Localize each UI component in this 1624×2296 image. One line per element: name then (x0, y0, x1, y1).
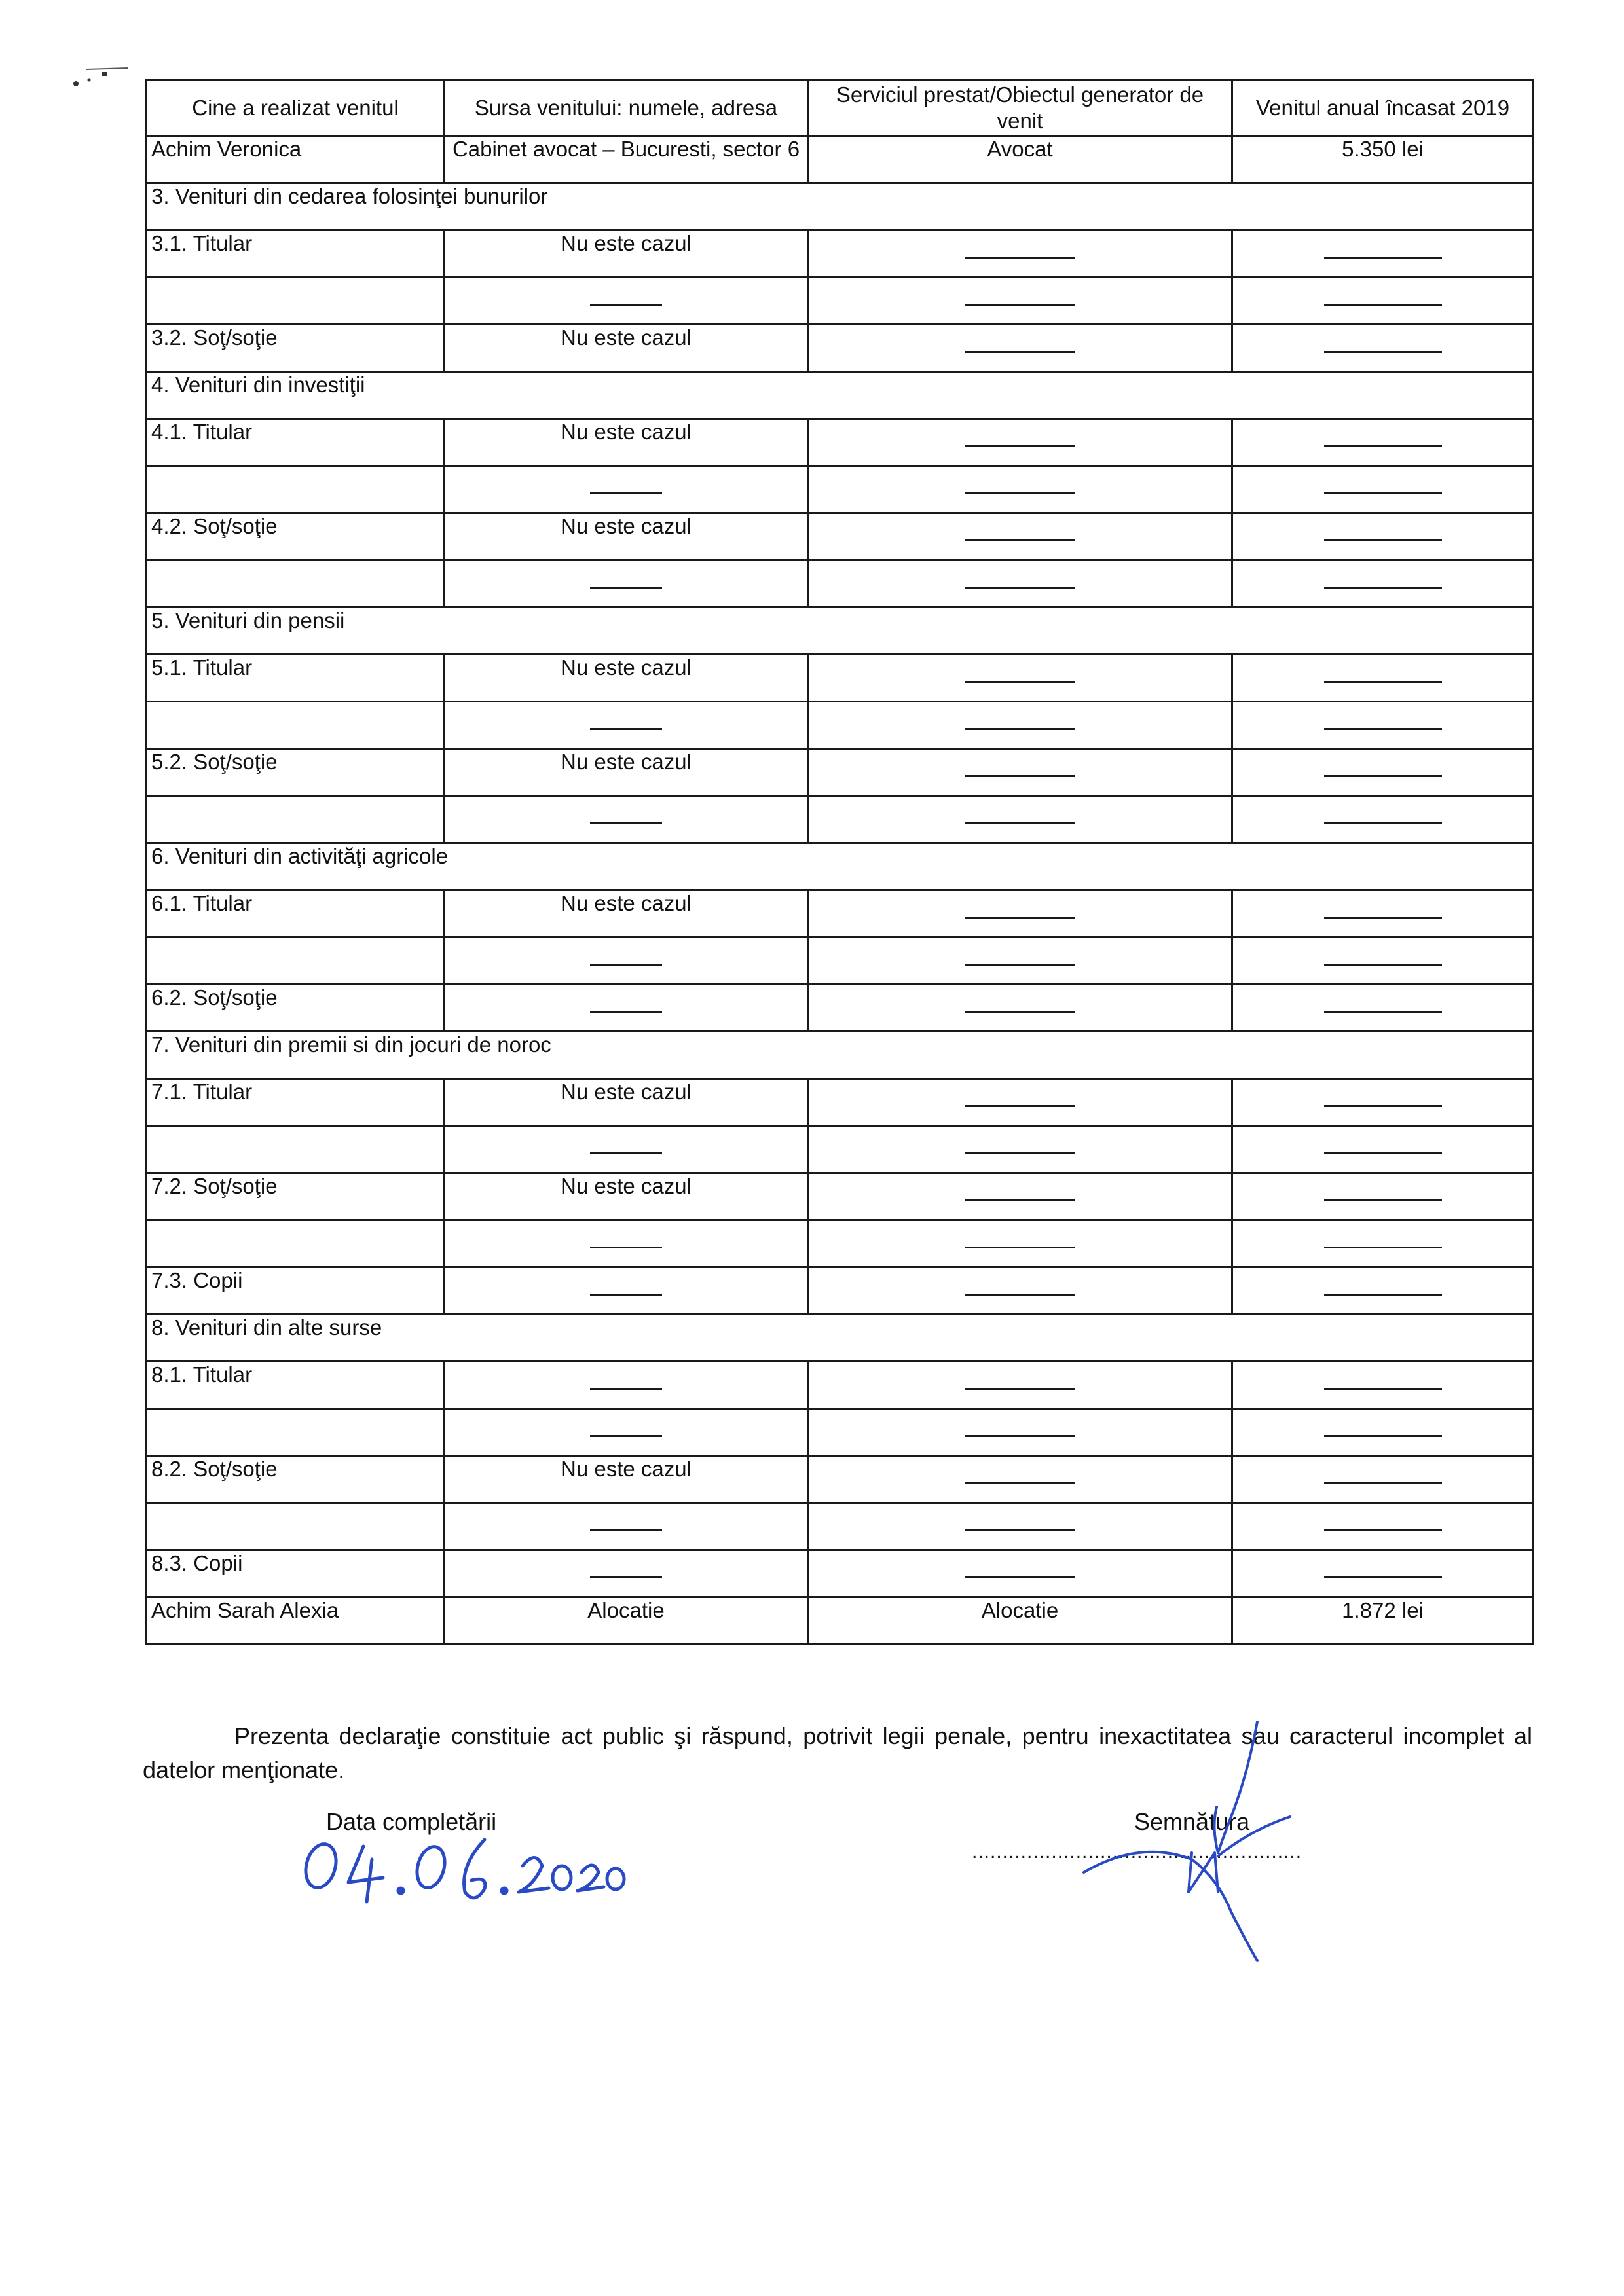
dash-line (1324, 1105, 1442, 1107)
dash-line (590, 822, 662, 824)
dash-line (965, 1482, 1075, 1484)
empty-dash (808, 749, 1232, 796)
empty-dash (808, 1456, 1232, 1503)
cell-who: 5.1. Titular (147, 655, 445, 702)
table-row (147, 890, 1534, 938)
table-row (147, 985, 1534, 1032)
income-table (145, 79, 1534, 1645)
dash-line (1324, 822, 1442, 824)
signature (1061, 1702, 1310, 1977)
table-row (147, 1220, 1534, 1267)
cell-who: 4.1. Titular (147, 419, 445, 466)
empty-dash (445, 1362, 808, 1409)
empty-dash (808, 230, 1232, 278)
empty-dash (1232, 1550, 1534, 1597)
dash-line (1324, 1529, 1442, 1531)
empty-dash (1232, 325, 1534, 372)
empty-dash (1232, 890, 1534, 938)
empty-dash (445, 702, 808, 749)
cell-source: Alocatie (445, 1597, 808, 1645)
empty-dash (808, 1126, 1232, 1173)
empty-dash (445, 985, 808, 1032)
table-row (147, 796, 1534, 843)
dash-line (965, 1247, 1075, 1248)
dash-line (1324, 492, 1442, 494)
cell-who: 3.2. Soţ/soţie (147, 325, 445, 372)
dash-line (590, 587, 662, 589)
empty-dash (1232, 230, 1534, 278)
dash-line (1324, 1199, 1442, 1201)
table-row (147, 1503, 1534, 1550)
empty-dash (1232, 466, 1534, 513)
empty-dash (1232, 513, 1534, 560)
table-row (147, 938, 1534, 985)
cell-who (147, 1409, 445, 1456)
table-row (147, 702, 1534, 749)
table-body (147, 136, 1534, 1645)
date-label: Data completării (326, 1808, 497, 1835)
dash-line (590, 964, 662, 966)
dash-line (1324, 728, 1442, 730)
empty-dash (808, 796, 1232, 843)
cell-service: Alocatie (808, 1597, 1232, 1645)
dash-line (965, 1435, 1075, 1437)
dash-line (1324, 681, 1442, 683)
dash-line (965, 1529, 1075, 1531)
empty-dash (808, 702, 1232, 749)
cell-source: Nu este cazul (445, 655, 808, 702)
cell-income: 5.350 lei (1232, 136, 1534, 183)
legal-statement: Prezenta declaraţie constituie act public şi răspund, potrivit legii penale, pentru inexactitatea sau caracterul incomplet al datelor menţionate. (143, 1722, 1532, 1783)
empty-dash (808, 325, 1232, 372)
cell-who: 3.1. Titular (147, 230, 445, 278)
dash-line (965, 445, 1075, 447)
empty-dash (445, 796, 808, 843)
empty-dash (1232, 1173, 1534, 1220)
table-row (147, 1456, 1534, 1503)
cell-service: Avocat (808, 136, 1232, 183)
empty-dash (808, 938, 1232, 985)
empty-dash (445, 560, 808, 608)
empty-dash (808, 1362, 1232, 1409)
dash-line (965, 917, 1075, 919)
dash-line (965, 775, 1075, 777)
dash-line (965, 1199, 1075, 1201)
dash-line (965, 1011, 1075, 1013)
table-row (147, 230, 1534, 278)
cell-who (147, 560, 445, 608)
empty-dash (445, 1409, 808, 1456)
table-row (147, 325, 1534, 372)
dash-line (1324, 539, 1442, 541)
empty-dash (808, 1503, 1232, 1550)
dash-line (590, 1247, 662, 1248)
cell-who: 7.1. Titular (147, 1079, 445, 1126)
section-row (147, 1315, 1534, 1362)
empty-dash (445, 1550, 808, 1597)
dash-line (1324, 1294, 1442, 1296)
dash-line (1324, 917, 1442, 919)
cell-who: 6.1. Titular (147, 890, 445, 938)
empty-dash (1232, 1503, 1534, 1550)
dash-line (1324, 587, 1442, 589)
empty-dash (808, 1409, 1232, 1456)
cell-who: 8.3. Copii (147, 1550, 445, 1597)
dash-line (965, 257, 1075, 259)
cell-source: Nu este cazul (445, 1173, 808, 1220)
table-row (147, 278, 1534, 325)
empty-dash (1232, 419, 1534, 466)
handwritten-date (288, 1820, 629, 1918)
empty-dash (808, 278, 1232, 325)
cell-who: 5.2. Soţ/soţie (147, 749, 445, 796)
empty-dash (1232, 655, 1534, 702)
cell-source: Nu este cazul (445, 419, 808, 466)
cell-who (147, 1126, 445, 1173)
table-row (147, 655, 1534, 702)
cell-source: Nu este cazul (445, 1456, 808, 1503)
cell-who: 8.1. Titular (147, 1362, 445, 1409)
table-row (147, 749, 1534, 796)
dash-line (1324, 304, 1442, 306)
dash-line (1324, 1247, 1442, 1248)
empty-dash (1232, 278, 1534, 325)
dash-line (965, 1105, 1075, 1107)
empty-dash (1232, 560, 1534, 608)
cell-who (147, 938, 445, 985)
dash-line (965, 587, 1075, 589)
cell-income: 1.872 lei (1232, 1597, 1534, 1645)
empty-dash (445, 938, 808, 985)
cell-who (147, 1503, 445, 1550)
empty-dash (1232, 938, 1534, 985)
dash-line (965, 351, 1075, 353)
dash-line (1324, 257, 1442, 259)
empty-dash (1232, 1267, 1534, 1315)
empty-dash (1232, 1409, 1534, 1456)
section-row (147, 608, 1534, 655)
empty-dash (808, 466, 1232, 513)
empty-dash (1232, 1456, 1534, 1503)
table-row (147, 1597, 1534, 1645)
cell-who: 7.3. Copii (147, 1267, 445, 1315)
cell-who: 7.2. Soţ/soţie (147, 1173, 445, 1220)
dash-line (965, 1576, 1075, 1578)
signature-dots: ...................................................... (972, 1841, 1302, 1863)
empty-dash (808, 1220, 1232, 1267)
scan-mark (71, 65, 130, 92)
table-row (147, 1409, 1534, 1456)
dash-line (590, 1435, 662, 1437)
dash-line (590, 304, 662, 306)
empty-dash (1232, 985, 1534, 1032)
dash-line (1324, 775, 1442, 777)
section-label: 6. Venituri din activităţi agricole (147, 843, 1534, 890)
dash-line (1324, 1152, 1442, 1154)
dash-line (590, 1152, 662, 1154)
dash-line (965, 822, 1075, 824)
section-label: 7. Venituri din premii si din jocuri de noroc (147, 1032, 1534, 1079)
dash-line (1324, 351, 1442, 353)
empty-dash (1232, 749, 1534, 796)
section-row (147, 1032, 1534, 1079)
dash-line (965, 1388, 1075, 1390)
cell-source: Nu este cazul (445, 230, 808, 278)
dash-line (590, 1011, 662, 1013)
table-row (147, 1079, 1534, 1126)
cell-who (147, 1220, 445, 1267)
cell-who (147, 466, 445, 513)
dash-line (1324, 1482, 1442, 1484)
dash-line (590, 1388, 662, 1390)
dash-line (965, 728, 1075, 730)
table-row (147, 560, 1534, 608)
cell-who: 6.2. Soţ/soţie (147, 985, 445, 1032)
dash-line (965, 964, 1075, 966)
empty-dash (445, 278, 808, 325)
section-row (147, 843, 1534, 890)
section-label: 4. Venituri din investiţii (147, 372, 1534, 419)
dash-line (1324, 964, 1442, 966)
header-source: Sursa venitului: numele, adresa (445, 81, 808, 136)
dash-line (1324, 1435, 1442, 1437)
cell-source: Nu este cazul (445, 513, 808, 560)
cell-source: Nu este cazul (445, 890, 808, 938)
empty-dash (808, 513, 1232, 560)
dash-line (965, 1152, 1075, 1154)
cell-source: Nu este cazul (445, 749, 808, 796)
table-row (147, 1550, 1534, 1597)
section-label: 5. Venituri din pensii (147, 608, 1534, 655)
dash-line (1324, 1011, 1442, 1013)
table-row (147, 1267, 1534, 1315)
empty-dash (808, 1173, 1232, 1220)
dash-line (965, 492, 1075, 494)
dash-line (590, 1529, 662, 1531)
cell-who (147, 796, 445, 843)
table-header-row (147, 81, 1534, 136)
cell-who (147, 702, 445, 749)
empty-dash (808, 985, 1232, 1032)
dash-line (965, 539, 1075, 541)
section-label: 8. Venituri din alte surse (147, 1315, 1534, 1362)
empty-dash (1232, 796, 1534, 843)
cell-who: Achim Veronica (147, 136, 445, 183)
table-row (147, 419, 1534, 466)
dash-line (1324, 1388, 1442, 1390)
cell-who: 4.2. Soţ/soţie (147, 513, 445, 560)
dash-line (590, 1294, 662, 1296)
dash-line (965, 304, 1075, 306)
cell-source: Nu este cazul (445, 325, 808, 372)
table-row (147, 1173, 1534, 1220)
empty-dash (808, 890, 1232, 938)
empty-dash (445, 466, 808, 513)
dash-line (590, 728, 662, 730)
dash-line (965, 1294, 1075, 1296)
empty-dash (808, 1267, 1232, 1315)
table-row (147, 466, 1534, 513)
empty-dash (445, 1267, 808, 1315)
dash-line (965, 681, 1075, 683)
empty-dash (445, 1126, 808, 1173)
cell-who: 8.2. Soţ/soţie (147, 1456, 445, 1503)
empty-dash (808, 419, 1232, 466)
dash-line (590, 492, 662, 494)
signature-label: Semnătura (1134, 1808, 1250, 1835)
cell-who: Achim Sarah Alexia (147, 1597, 445, 1645)
empty-dash (808, 560, 1232, 608)
dash-line (590, 1576, 662, 1578)
section-row (147, 372, 1534, 419)
table-row (147, 1362, 1534, 1409)
table-row (147, 1126, 1534, 1173)
empty-dash (445, 1503, 808, 1550)
empty-dash (1232, 1362, 1534, 1409)
header-service: Serviciul prestat/Obiectul generator de venit (808, 81, 1232, 136)
section-label: 3. Venituri din cedarea folosinţei bunurilor (147, 183, 1534, 230)
cell-who (147, 278, 445, 325)
empty-dash (445, 1220, 808, 1267)
cell-source: Cabinet avocat – Bucuresti, sector 6 (445, 136, 808, 183)
empty-dash (1232, 1126, 1534, 1173)
empty-dash (1232, 1079, 1534, 1126)
empty-dash (808, 1550, 1232, 1597)
cell-source: Nu este cazul (445, 1079, 808, 1126)
header-income: Venitul anual încasat 2019 (1232, 81, 1534, 136)
table-row (147, 136, 1534, 183)
empty-dash (808, 1079, 1232, 1126)
table-row (147, 513, 1534, 560)
dash-line (1324, 445, 1442, 447)
header-who: Cine a realizat venitul (147, 81, 445, 136)
empty-dash (1232, 702, 1534, 749)
empty-dash (1232, 1220, 1534, 1267)
empty-dash (808, 655, 1232, 702)
dash-line (1324, 1576, 1442, 1578)
section-row (147, 183, 1534, 230)
